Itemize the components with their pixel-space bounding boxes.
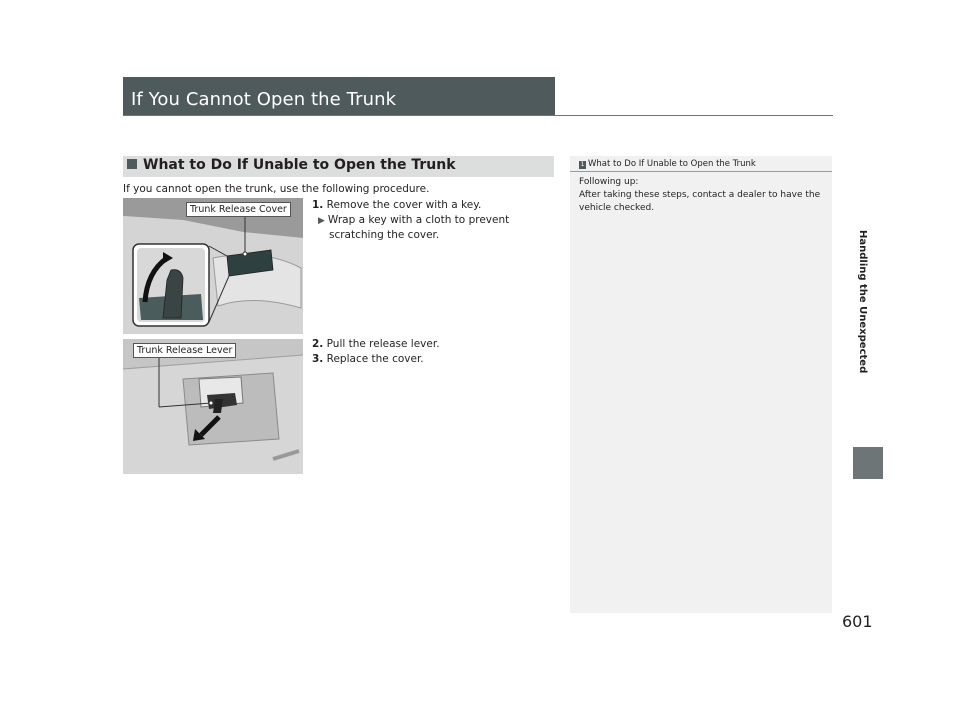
page-number: 601 <box>842 612 873 631</box>
trunk-release-lever-label: Trunk Release Lever <box>133 343 236 358</box>
step-2 <box>312 337 440 352</box>
trunk-release-cover-label: Trunk Release Cover <box>186 202 291 217</box>
chapter-label-text: Handling the Unexpected <box>857 230 868 374</box>
note-marker-icon: 1 <box>580 161 585 168</box>
section-heading <box>127 157 456 173</box>
page-title: If You Cannot Open the Trunk <box>131 89 397 110</box>
step-1-note-cont <box>329 228 439 243</box>
side-note-title <box>579 159 756 169</box>
side-note-line-2: After taking these steps, contact a dealer to have the <box>579 190 821 200</box>
side-note-panel <box>570 156 832 613</box>
step-1-note-line2: scratching the cover. <box>329 229 440 241</box>
section-heading-text: What to Do If Unable to Open the Trunk <box>143 157 456 173</box>
trunk-release-lever-illustration <box>123 339 303 474</box>
step-1-note-line1: Wrap a key with a cloth to prevent <box>327 214 510 226</box>
side-note-line-3: vehicle checked. <box>579 203 655 213</box>
step-2-number: 2. <box>312 338 324 350</box>
intro-text: If you cannot open the trunk, use the following procedure. <box>123 183 430 195</box>
trunk-lever-drawing <box>123 339 303 474</box>
step-2-text: Pull the release lever. <box>326 338 440 350</box>
step-1 <box>312 198 481 213</box>
step-1-number: 1. <box>312 199 324 211</box>
title-bar <box>123 77 555 115</box>
side-note-rule <box>570 171 832 172</box>
title-rule <box>123 115 833 116</box>
step-3-number: 3. <box>312 353 324 365</box>
square-bullet-icon <box>127 159 137 169</box>
step-3-text: Replace the cover. <box>326 353 424 365</box>
section-heading-band <box>123 156 554 177</box>
side-note-line-1: Following up: <box>579 177 639 187</box>
step-3 <box>312 352 424 367</box>
trunk-release-cover-illustration <box>123 198 303 334</box>
step-1-note <box>318 213 509 229</box>
trunk-cover-drawing <box>123 198 303 334</box>
chapter-tab <box>853 447 883 479</box>
side-note-title-text: What to Do If Unable to Open the Trunk <box>588 159 756 169</box>
triangle-arrow-icon: ▶ <box>318 216 325 226</box>
step-1-text: Remove the cover with a key. <box>326 199 482 211</box>
